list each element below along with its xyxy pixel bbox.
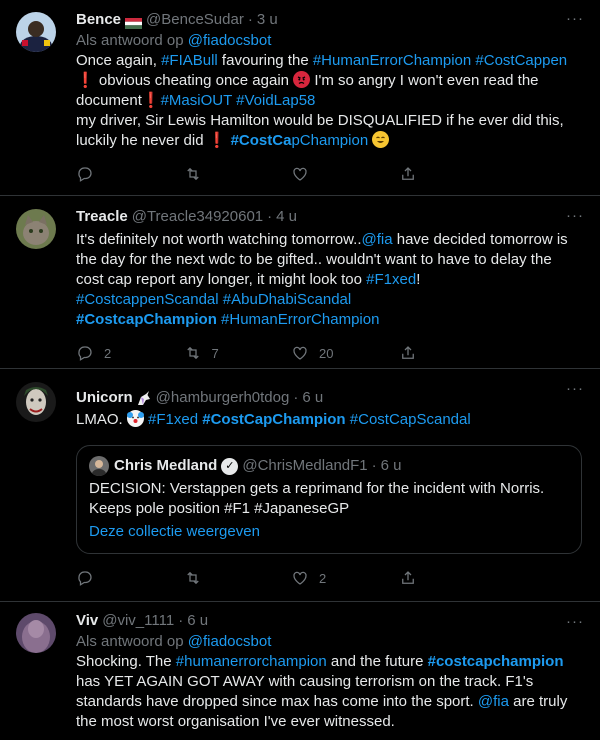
- like-button[interactable]: [291, 164, 399, 184]
- hashtag-link[interactable]: #HumanErrorChampion: [221, 311, 380, 328]
- like-count: 2: [319, 570, 327, 586]
- more-icon[interactable]: ···: [566, 380, 584, 397]
- heart-icon: [291, 165, 309, 183]
- quoted-tweet[interactable]: [76, 445, 582, 554]
- timestamp[interactable]: 6 u: [187, 612, 209, 629]
- tweet-header: [76, 611, 584, 631]
- hungary-flag-icon: [125, 15, 142, 26]
- text-span: It's definitely not worth watching tomorrow..: [76, 231, 362, 248]
- exclamation-emoji: ❗: [141, 92, 161, 109]
- quote-timestamp: 6 u: [380, 457, 402, 474]
- separator-dot: ·: [267, 208, 273, 225]
- reply-count: 2: [104, 345, 112, 361]
- avatar[interactable]: [16, 613, 56, 653]
- share-icon: [399, 569, 417, 587]
- tweet-text: [76, 230, 584, 330]
- share-button[interactable]: [399, 164, 507, 184]
- quote-display-name[interactable]: Chris Medland: [114, 457, 218, 474]
- text-span: are truly: [508, 693, 568, 710]
- separator-dot: ·: [293, 389, 299, 406]
- hashtag-link[interactable]: #costcapchampion: [427, 653, 564, 670]
- quote-text-line: DECISION: Verstappen gets a reprimand for the incident with Norris.: [89, 480, 545, 497]
- text-span: have decided tomorrow is: [392, 231, 568, 248]
- avatar[interactable]: [16, 382, 56, 422]
- avatar-image: [16, 613, 56, 653]
- tweet-text: [76, 51, 584, 151]
- reply-button[interactable]: [76, 568, 184, 588]
- more-icon[interactable]: ···: [566, 207, 584, 224]
- share-button[interactable]: [399, 568, 507, 588]
- more-icon[interactable]: ···: [566, 613, 584, 630]
- verified-badge-icon: ✓: [221, 458, 238, 475]
- display-name[interactable]: Viv: [76, 612, 99, 629]
- heart-icon: [291, 569, 309, 587]
- clown-face-emoji: [127, 410, 144, 427]
- hashtag-link[interactable]: #AbuDhabiScandal: [222, 291, 352, 308]
- reply-to-link[interactable]: @fiadocsbot: [187, 633, 272, 650]
- heart-icon: [291, 344, 309, 362]
- retweet-icon: [184, 344, 202, 362]
- reply-button[interactable]: [76, 164, 184, 184]
- timestamp[interactable]: 3 u: [256, 11, 278, 28]
- retweet-button[interactable]: [184, 164, 292, 184]
- hashtag-link[interactable]: #CostCapScandal: [349, 411, 471, 428]
- user-handle[interactable]: @hamburgerh0tdog: [155, 389, 290, 406]
- tweet-actions: [76, 568, 506, 588]
- angry-face-emoji: [293, 71, 310, 88]
- hashtag-link[interactable]: #CostcapChampion: [76, 311, 217, 328]
- text-span: !: [416, 271, 421, 288]
- tweet-actions: [76, 343, 506, 363]
- exclamation-emoji: ❗: [207, 132, 227, 149]
- more-icon[interactable]: ···: [566, 10, 584, 27]
- hashtag-link[interactable]: #humanerrorchampion: [175, 653, 327, 670]
- text-span: luckily he never did: [76, 132, 208, 149]
- text-span: and the future: [326, 653, 428, 670]
- reply-context: [76, 632, 584, 652]
- reply-context: [76, 31, 584, 51]
- text-span: document: [76, 92, 142, 109]
- user-handle[interactable]: @viv_1111: [102, 612, 175, 629]
- text-span: cost cap report any longer, it might look too: [76, 271, 367, 288]
- avatar-image: [16, 209, 56, 249]
- reply-icon: [76, 569, 94, 587]
- hashtag-link[interactable]: #HumanErrorChampion: [312, 52, 472, 69]
- hashtag-link[interactable]: #CostCapChampion: [202, 411, 346, 428]
- retweet-icon: [184, 165, 202, 183]
- quote-avatar: [89, 456, 109, 476]
- share-icon: [399, 165, 417, 183]
- share-icon: [399, 344, 417, 362]
- hashtag-link[interactable]: #MasiOUT: [160, 92, 232, 109]
- tweet-text: [76, 410, 584, 430]
- view-collection-link[interactable]: Deze collectie weergeven: [89, 523, 260, 540]
- quote-handle[interactable]: @ChrisMedlandF1: [242, 457, 368, 474]
- avatar[interactable]: [16, 12, 56, 52]
- user-handle[interactable]: @BenceSudar: [146, 11, 244, 28]
- timestamp[interactable]: 6 u: [302, 389, 324, 406]
- reply-icon: [76, 344, 94, 362]
- display-name[interactable]: Bence: [76, 11, 122, 28]
- unicorn-emoji: [135, 390, 152, 407]
- hashtag-link-continued[interactable]: pChampion: [291, 132, 369, 149]
- user-handle[interactable]: @Treacle34920601: [131, 208, 264, 225]
- exclamation-emoji: ❗: [76, 72, 95, 89]
- avatar-image: [16, 382, 56, 422]
- text-span: Shocking. The: [76, 653, 176, 670]
- tweet[interactable]: [0, 0, 600, 196]
- share-button[interactable]: [399, 343, 507, 363]
- hashtag-link[interactable]: #VoidLap58: [236, 92, 316, 109]
- hashtag-link[interactable]: #CostCappen: [475, 52, 568, 69]
- tweet-text: [76, 652, 584, 732]
- reply-icon: [76, 165, 94, 183]
- like-button[interactable]: [291, 568, 399, 588]
- hashtag-link[interactable]: #FIABull: [161, 52, 218, 69]
- display-name[interactable]: Unicorn: [76, 389, 133, 406]
- hashtag-link[interactable]: #CostcappenScandal: [76, 291, 219, 308]
- hashtag-link[interactable]: #CostCa: [230, 132, 292, 149]
- reply-prefix: Als antwoord op: [76, 32, 184, 49]
- retweet-button[interactable]: [184, 343, 292, 363]
- text-line: the day for the next wdc to be gifted.. wouldn't want to have to delay the: [76, 251, 552, 268]
- tweet[interactable]: [0, 197, 600, 369]
- quote-text: [89, 479, 573, 519]
- tweet[interactable]: [0, 603, 600, 740]
- tweet-header: [76, 388, 584, 408]
- like-count: 20: [319, 345, 334, 361]
- tweet[interactable]: [0, 370, 600, 602]
- text-span: favouring the: [217, 52, 313, 69]
- text-span: I'm so angry I won't even read the: [310, 72, 539, 89]
- separator-dot: ·: [371, 457, 377, 474]
- retweet-button[interactable]: [184, 568, 292, 588]
- timestamp[interactable]: 4 u: [276, 208, 298, 225]
- text-span: obvious cheating once again: [94, 72, 294, 89]
- retweet-icon: [184, 569, 202, 587]
- avatar[interactable]: [16, 209, 56, 249]
- text-span: Once again,: [76, 52, 162, 69]
- text-line: my driver, Sir Lewis Hamilton would be DISQUALIFIED if he ever did this,: [76, 112, 564, 129]
- avatar-image: [16, 12, 56, 52]
- text-span: LMAO.: [76, 411, 127, 428]
- separator-dot: ·: [247, 11, 253, 28]
- text-span: standards have dropped since max has come into the sport.: [76, 693, 478, 710]
- separator-dot: ·: [178, 612, 184, 629]
- retweet-count: 7: [211, 345, 219, 361]
- rolling-laughing-emoji: [372, 131, 389, 148]
- quote-text-line: Keeps pole position #F1 #JapaneseGP: [89, 500, 350, 517]
- text-line: has YET AGAIN GOT AWAY with causing terrorism on the track. F1's: [76, 673, 534, 690]
- hashtag-link[interactable]: #F1xed: [148, 411, 199, 428]
- reply-prefix: Als antwoord op: [76, 633, 184, 650]
- tweet-actions: [76, 164, 506, 184]
- text-line: the most worst organisation I've ever witnessed.: [76, 713, 395, 730]
- reply-to-link[interactable]: @fiadocsbot: [187, 32, 272, 49]
- reply-button[interactable]: [76, 343, 184, 363]
- hashtag-link[interactable]: #F1xed: [366, 271, 417, 288]
- display-name[interactable]: Treacle: [76, 208, 128, 225]
- tweet-header: [76, 10, 584, 30]
- mention-link[interactable]: @fia: [361, 231, 393, 248]
- mention-link[interactable]: @fia: [477, 693, 509, 710]
- quote-header: [89, 456, 402, 476]
- like-button[interactable]: [291, 343, 399, 363]
- tweet-header: [76, 207, 584, 227]
